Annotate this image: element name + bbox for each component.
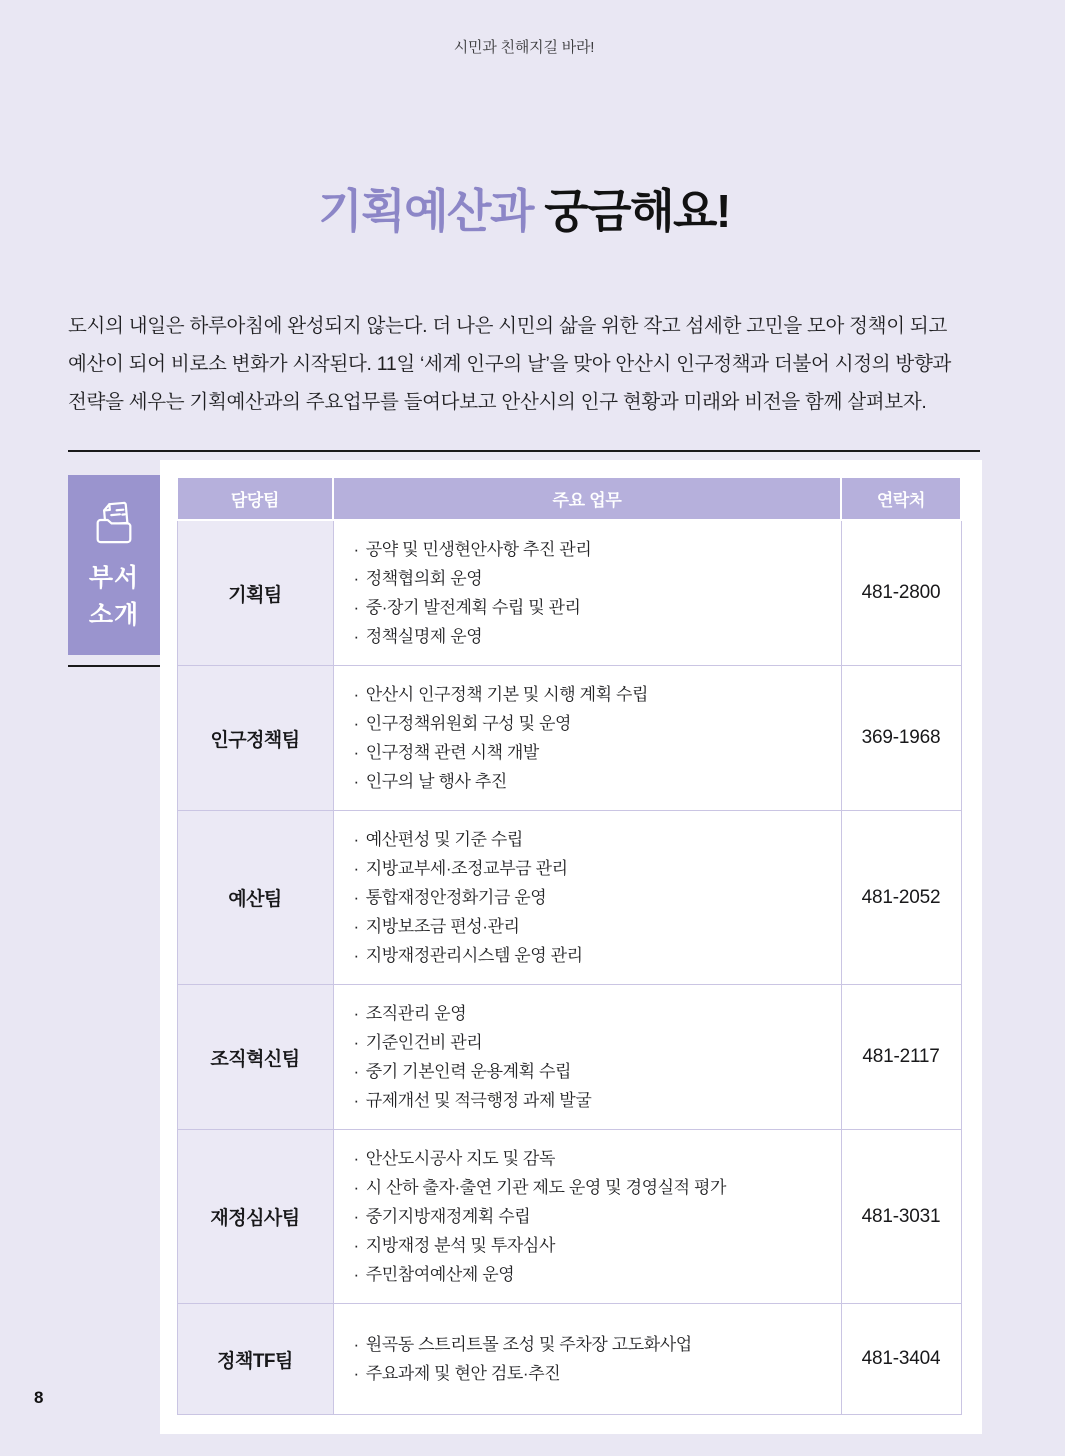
duty-item xyxy=(354,1202,831,1231)
bullet-marker: · xyxy=(353,1149,359,1168)
duties-cell xyxy=(333,985,841,1130)
intro-line: 도시의 내일은 하루아침에 완성되지 않는다. 더 나은 시민의 삶을 위한 작고 섬세한 고민을 모아 정책이 되고 xyxy=(68,315,947,337)
intro-line: 전략을 세우는 기획예산과의 주요업무를 들여다보고 안산시의 인구 현황과 미래와 비전을 함께 살펴보자. xyxy=(68,391,927,413)
duty-item xyxy=(354,825,831,854)
bullet-marker: · xyxy=(353,772,359,791)
duty-item xyxy=(354,1231,831,1260)
bullet-marker: · xyxy=(353,917,359,936)
bullet-marker: · xyxy=(353,888,359,907)
bullet-marker: · xyxy=(353,627,359,646)
team-name-cell: 기획팀 xyxy=(177,520,333,666)
department-section xyxy=(68,460,980,1434)
bullet-marker: · xyxy=(353,569,359,588)
team-name-cell: 정책TF팀 xyxy=(177,1304,333,1415)
bullet-marker: · xyxy=(353,946,359,965)
bullet-marker: · xyxy=(353,1062,359,1081)
page-title xyxy=(68,175,980,241)
table-row xyxy=(177,811,961,985)
table-header-row xyxy=(177,477,961,520)
header-duties: 주요 업무 xyxy=(333,477,841,520)
duty-item xyxy=(354,680,831,709)
duty-text: 원곡동 스트리트몰 조성 및 주차장 고도화사업 xyxy=(365,1335,692,1354)
page-title-rest: 궁금해요! xyxy=(532,185,730,237)
duty-text: 중기 기본인력 운용계획 수립 xyxy=(365,1062,571,1081)
side-tab-label-line1: 부서 xyxy=(88,563,140,592)
contact-cell: 481-2052 xyxy=(841,811,961,985)
duty-text: 지방재정 분석 및 투자심사 xyxy=(365,1236,555,1255)
side-tab-column xyxy=(68,460,160,675)
bullet-marker: · xyxy=(353,540,359,559)
duty-text: 중기지방재정계획 수립 xyxy=(365,1207,531,1226)
duty-text: 예산편성 및 기준 수립 xyxy=(365,830,523,849)
duty-item xyxy=(354,1057,831,1086)
duties-cell xyxy=(333,520,841,666)
top-divider xyxy=(68,450,980,452)
contact-cell: 481-3031 xyxy=(841,1130,961,1304)
duty-item xyxy=(354,1260,831,1289)
duty-item xyxy=(354,593,831,622)
duty-item xyxy=(354,1173,831,1202)
duty-text: 기준인건비 관리 xyxy=(365,1033,483,1052)
bullet-marker: · xyxy=(353,1236,359,1255)
duty-item xyxy=(354,1359,831,1388)
duty-item xyxy=(354,709,831,738)
duty-item xyxy=(354,854,831,883)
team-name-cell: 예산팀 xyxy=(177,811,333,985)
table-row xyxy=(177,1130,961,1304)
team-name-cell: 인구정책팀 xyxy=(177,666,333,811)
duty-text: 주민참여예산제 운영 xyxy=(365,1265,515,1284)
duty-text: 통합재정안정화기금 운영 xyxy=(365,888,547,907)
table-body xyxy=(177,520,961,1415)
duties-cell xyxy=(333,1304,841,1415)
bottom-divider xyxy=(68,665,160,667)
duty-text: 지방재정관리시스템 운영 관리 xyxy=(365,946,583,965)
duty-text: 안산도시공사 지도 및 감독 xyxy=(365,1149,555,1168)
bullet-marker: · xyxy=(353,1178,359,1197)
duty-text: 중·장기 발전계획 수립 및 관리 xyxy=(365,598,581,617)
duty-item xyxy=(354,1330,831,1359)
duty-text: 인구정책위원회 구성 및 운영 xyxy=(365,714,571,733)
bullet-marker: · xyxy=(353,1335,359,1354)
duty-item xyxy=(354,883,831,912)
table-row xyxy=(177,520,961,666)
duty-item xyxy=(354,941,831,970)
bullet-marker: · xyxy=(353,714,359,733)
kicker-text: 시민과 친해지길 바라! xyxy=(453,39,595,56)
bullet-marker: · xyxy=(353,859,359,878)
table-row xyxy=(177,1304,961,1415)
header-team: 담당팀 xyxy=(177,477,333,520)
department-table xyxy=(176,476,962,1415)
duty-text: 정책협의회 운영 xyxy=(365,569,483,588)
duty-item xyxy=(354,535,831,564)
duty-text: 조직관리 운영 xyxy=(365,1004,467,1023)
duty-item xyxy=(354,564,831,593)
side-tab-label xyxy=(89,560,139,634)
intro-line: 예산이 되어 비로소 변화가 시작된다. 11일 ‘세계 인구의 날’을 맞아 안산시 인구정책과 더불어 시정의 방향과 xyxy=(68,353,952,375)
duty-item xyxy=(354,767,831,796)
duty-item xyxy=(354,1144,831,1173)
side-tab-label-line2: 소개 xyxy=(88,600,140,629)
bullet-marker: · xyxy=(353,1364,359,1383)
duty-text: 지방교부세·조정교부금 관리 xyxy=(365,859,568,878)
page-title-accent: 기획예산과 xyxy=(318,185,533,237)
folder-document-icon xyxy=(89,497,139,550)
team-name-cell: 조직혁신팀 xyxy=(177,985,333,1130)
contact-cell: 481-3404 xyxy=(841,1304,961,1415)
bullet-marker: · xyxy=(353,1207,359,1226)
duty-text: 안산시 인구정책 기본 및 시행 계획 수립 xyxy=(365,685,649,704)
bullet-marker: · xyxy=(353,1091,359,1110)
bullet-marker: · xyxy=(353,743,359,762)
header-contact: 연락처 xyxy=(841,477,961,520)
bullet-marker: · xyxy=(353,598,359,617)
duty-item xyxy=(354,999,831,1028)
duties-cell xyxy=(333,1130,841,1304)
duty-item xyxy=(354,912,831,941)
bullet-marker: · xyxy=(353,1265,359,1284)
duty-text: 인구정책 관련 시책 개발 xyxy=(365,743,539,762)
table-row xyxy=(177,666,961,811)
table-row xyxy=(177,985,961,1130)
duty-text: 시 산하 출자·출연 기관 제도 운영 및 경영실적 평가 xyxy=(365,1178,727,1197)
intro-paragraph xyxy=(68,307,980,421)
side-tab-department-intro xyxy=(68,475,160,655)
duties-cell xyxy=(333,666,841,811)
page-number: 8 xyxy=(34,1388,44,1407)
duty-item xyxy=(354,1086,831,1115)
duty-item xyxy=(354,1028,831,1057)
duty-text: 공약 및 민생현안사항 추진 관리 xyxy=(365,540,592,559)
bullet-marker: · xyxy=(353,1004,359,1023)
contact-cell: 369-1968 xyxy=(841,666,961,811)
contact-cell: 481-2117 xyxy=(841,985,961,1130)
team-name-cell: 재정심사팀 xyxy=(177,1130,333,1304)
duty-item xyxy=(354,738,831,767)
bullet-marker: · xyxy=(353,685,359,704)
duty-text: 규제개선 및 적극행정 과제 발굴 xyxy=(365,1091,592,1110)
duty-text: 지방보조금 편성·관리 xyxy=(365,917,520,936)
department-card xyxy=(160,460,982,1434)
duties-cell xyxy=(333,811,841,985)
bullet-marker: · xyxy=(353,1033,359,1052)
duty-text: 인구의 날 행사 추진 xyxy=(365,772,507,791)
duty-item xyxy=(354,622,831,651)
contact-cell: 481-2800 xyxy=(841,520,961,666)
duty-text: 정책실명제 운영 xyxy=(365,627,483,646)
duty-text: 주요과제 및 현안 검토·추진 xyxy=(365,1364,561,1383)
bullet-marker: · xyxy=(353,830,359,849)
